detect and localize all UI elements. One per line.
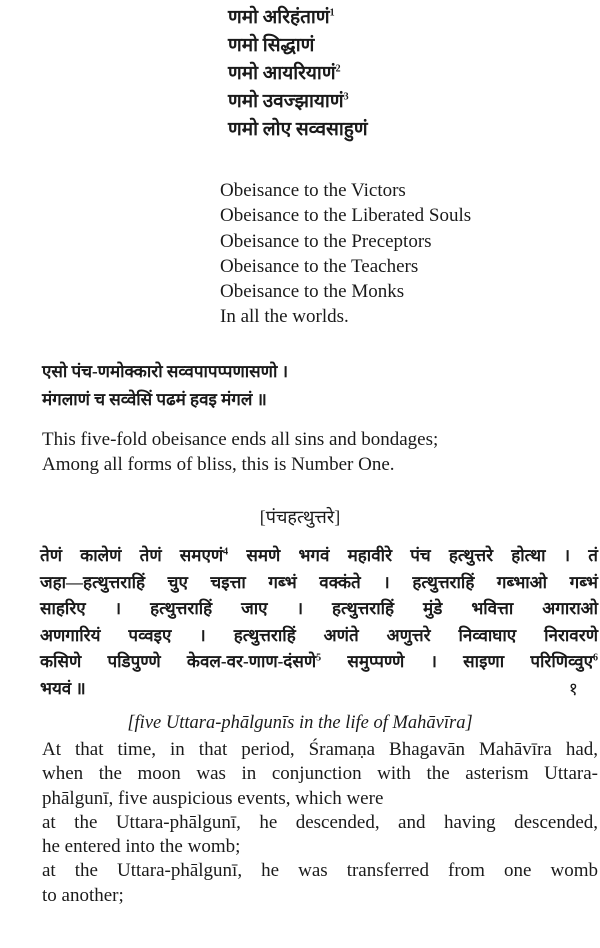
prose-line: [40, 543, 598, 570]
prose-line: [40, 623, 598, 650]
prose-text: साहरिए । हत्थुत्तराहिं जाए । हत्थुत्तराहिं मुंडे भवित्ता अगाराओ: [40, 599, 598, 618]
translation-line: Obeisance to the Monks: [220, 281, 405, 303]
translation-line: to another;: [42, 884, 124, 906]
prose-line: [40, 570, 598, 597]
prose-text: जहा—हत्थुत्तराहिं चुए चइत्ता गब्भं वक्कंते । हत्थुत्तराहिं गब्भाओ गब्भं: [40, 572, 598, 592]
translation-line: Obeisance to the Teachers: [220, 255, 419, 277]
mantra-text: णमो आयरियाणं: [228, 63, 336, 84]
prose-line: [40, 649, 598, 676]
main-passage: [40, 543, 598, 908]
mantra-translation: [220, 178, 471, 330]
italic-heading: [five Uttara-phālgunīs in the life of Mahāvīra]: [127, 713, 473, 733]
couplet-line: Among all forms of bliss, this is Number One.: [42, 454, 395, 475]
footnote-ref: 6: [592, 652, 598, 664]
namokar-mantra: [228, 4, 368, 144]
mantra-line: [228, 60, 368, 88]
mantra-line: [228, 88, 368, 116]
footnote-ref: 4: [223, 546, 229, 558]
translation-line: Obeisance to the Liberated Souls: [220, 205, 472, 227]
mantra-text: णमो लोए सव्वसाहुणं: [228, 119, 368, 140]
mantra-line: [228, 116, 368, 144]
prose-translation: [42, 738, 598, 908]
footnote-ref: 5: [316, 652, 322, 664]
mantra-text: णमो सिद्धाणं: [228, 35, 315, 56]
mantra-line: [228, 4, 368, 32]
translation-line: he entered into the womb;: [42, 836, 241, 858]
translation-line: At that time, in that period, Śramaṇa Bhagavān Mahāvīra had,: [42, 739, 598, 760]
couplet-line: This five-fold obeisance ends all sins and bondages;: [42, 429, 439, 450]
paragraph-number: १: [568, 678, 578, 699]
verse-line: मंगलाणं च सव्वेसिं पढमं हवइ मंगलं ॥: [42, 390, 267, 409]
prose-line: [40, 596, 598, 623]
translation-line: at the Uttara-phālgunī, he was transferred from one womb: [42, 860, 598, 882]
translation-line: phālgunī, five auspicious events, which were: [42, 787, 384, 809]
prose-text: समणे भगवं महावीरे पंच हत्थुत्तरे होत्था । तं: [228, 546, 598, 565]
translation-line: at the Uttara-phālgunī, he descended, and having descended,: [42, 811, 598, 833]
prose-text: समुप्पण्णे । साइणा परिणिव्वुए: [321, 652, 593, 671]
translation-line: Obeisance to the Victors: [220, 180, 406, 201]
mantra-line: [228, 32, 368, 60]
mantra-text: णमो उवज्झायाणं: [228, 91, 344, 112]
verse-translation: [42, 427, 438, 477]
mantra-text: णमो अरिहंताणं: [228, 7, 330, 28]
translation-line: when the moon was in conjunction with the asterism Uttara-: [42, 763, 598, 785]
translation-line: Obeisance to the Preceptors: [220, 230, 432, 252]
verse: [42, 358, 288, 414]
prose-text: भयवं ॥: [40, 678, 86, 698]
prose-text: कसिणे पडिपुण्णे केवल-वर-णाण-दंसणे: [40, 652, 317, 671]
prose-text: तेणं कालेणं तेणं समएणं: [40, 546, 224, 565]
translation-line: In all the worlds.: [220, 306, 349, 328]
prakrit-prose: [40, 543, 598, 702]
verse-line: एसो पंच-णमोक्कारो सव्वपापप्पणासणो ।: [42, 362, 289, 381]
prose-text: अणगारियं पव्वइए । हत्थुत्तराहिं अणंते अणुत्तरे निव्वाघाए निरावरणे: [40, 625, 598, 645]
footnote-ref: 2: [335, 63, 341, 75]
footnote-ref: 1: [329, 7, 335, 19]
prose-line: [40, 676, 598, 703]
footnote-ref: 3: [343, 91, 349, 103]
section-heading: [पंचहत्थुत्तरे]: [259, 507, 341, 527]
